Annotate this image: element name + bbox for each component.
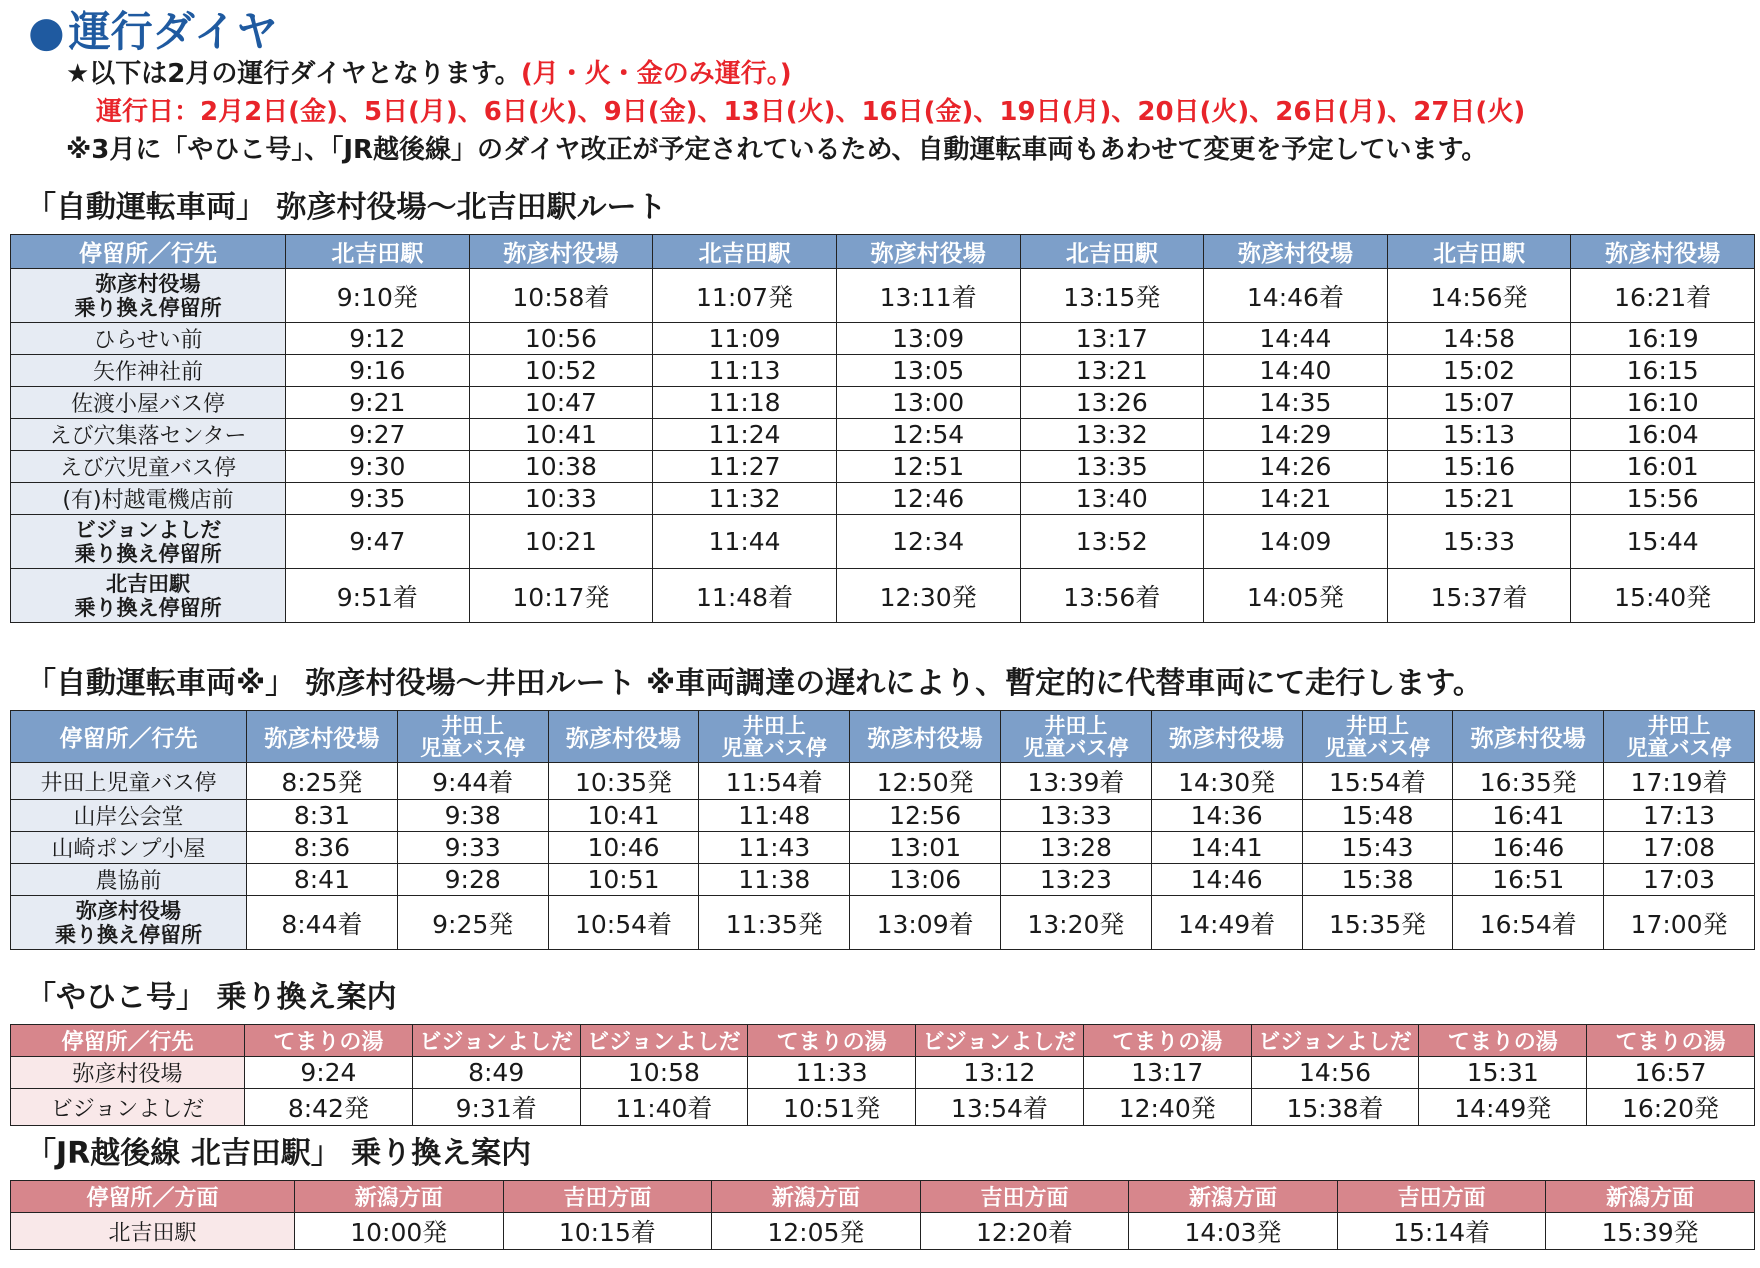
notice-month-text: ★以下は2月の運行ダイヤとなります。 xyxy=(66,59,521,89)
route2-header-row xyxy=(11,711,1755,763)
header-line: 児童バス停 xyxy=(1626,735,1732,760)
route1-title: 「自動運転車両」 弥彦村役場～北吉田駅ルート xyxy=(26,190,667,225)
table-row xyxy=(11,483,1755,515)
time-cell: 11:54着 xyxy=(699,763,850,800)
time-cell: 9:28 xyxy=(397,864,548,896)
time-cell: 10:47 xyxy=(469,387,653,419)
route2-timetable xyxy=(10,710,1755,950)
time-cell: 9:30 xyxy=(286,451,470,483)
jr-destination-header: 新潟方面 xyxy=(1546,1181,1755,1213)
header-line: 弥彦村役場 xyxy=(867,726,983,752)
stop-name-cell xyxy=(11,763,247,800)
time-cell: 15:07 xyxy=(1387,387,1571,419)
time-cell: 14:56発 xyxy=(1387,269,1571,323)
time-cell: 17:08 xyxy=(1604,832,1755,864)
route2-destination-header xyxy=(850,711,1001,763)
time-cell: 16:20発 xyxy=(1587,1089,1755,1126)
stop-name-cell xyxy=(11,515,286,569)
time-cell: 9:12 xyxy=(286,323,470,355)
time-cell: 16:46 xyxy=(1453,832,1604,864)
time-cell: 10:15着 xyxy=(503,1213,712,1250)
time-cell: 10:21 xyxy=(469,515,653,569)
time-cell: 9:51着 xyxy=(286,569,470,623)
route2-corner-header: 停留所／行先 xyxy=(11,711,247,763)
time-cell: 11:48着 xyxy=(653,569,837,623)
table-row xyxy=(11,800,1755,832)
route1-corner-header: 停留所／行先 xyxy=(11,235,286,269)
route1-destination-header: 北吉田駅 xyxy=(1020,235,1204,269)
time-cell: 15:44 xyxy=(1571,515,1755,569)
time-cell: 14:21 xyxy=(1204,483,1388,515)
time-cell: 16:41 xyxy=(1453,800,1604,832)
time-cell: 16:51 xyxy=(1453,864,1604,896)
time-cell: 9:35 xyxy=(286,483,470,515)
table-row xyxy=(11,323,1755,355)
time-cell: 10:56 xyxy=(469,323,653,355)
time-cell: 16:01 xyxy=(1571,451,1755,483)
time-cell: 8:42発 xyxy=(245,1089,413,1126)
stop-name-line: えび穴集落センター xyxy=(49,424,247,449)
time-cell: 11:13 xyxy=(653,355,837,387)
notice-line-1 xyxy=(66,56,792,92)
time-cell: 14:03発 xyxy=(1129,1213,1338,1250)
table-row xyxy=(11,763,1755,800)
time-cell: 15:43 xyxy=(1302,832,1453,864)
yahiko-destination-header: ビジョンよしだ xyxy=(1251,1025,1419,1057)
time-cell: 13:20発 xyxy=(1000,896,1151,950)
stop-name-line: 乗り換え停留所 xyxy=(55,922,202,947)
stop-name-line: 弥彦村役場 xyxy=(95,271,201,296)
time-cell: 16:10 xyxy=(1571,387,1755,419)
time-cell: 16:19 xyxy=(1571,323,1755,355)
time-cell: 11:07発 xyxy=(653,269,837,323)
yahiko-title: 「やひこ号」 乗り換え案内 xyxy=(26,980,397,1015)
time-cell: 15:16 xyxy=(1387,451,1571,483)
stop-name-line: 山岸公会堂 xyxy=(73,805,184,830)
stop-name-cell xyxy=(11,896,247,950)
table-row xyxy=(11,515,1755,569)
yahiko-header-row xyxy=(11,1025,1755,1057)
route1-destination-header: 弥彦村役場 xyxy=(1204,235,1388,269)
time-cell: 17:13 xyxy=(1604,800,1755,832)
stop-name-line: ひらせい前 xyxy=(93,328,203,353)
time-cell: 14:44 xyxy=(1204,323,1388,355)
jr-destination-header: 新潟方面 xyxy=(295,1181,504,1213)
time-cell: 15:21 xyxy=(1387,483,1571,515)
stop-name-line: 北吉田駅 xyxy=(108,1220,197,1246)
route1-destination-header: 弥彦村役場 xyxy=(1571,235,1755,269)
time-cell: 11:24 xyxy=(653,419,837,451)
stop-name-line: 乗り換え停留所 xyxy=(74,595,222,620)
time-cell: 9:38 xyxy=(397,800,548,832)
time-cell: 11:40着 xyxy=(580,1089,748,1126)
time-cell: 11:33 xyxy=(748,1057,916,1089)
time-cell: 10:51 xyxy=(548,864,699,896)
route1-destination-header: 弥彦村役場 xyxy=(469,235,653,269)
header-line: 弥彦村役場 xyxy=(1470,726,1586,752)
time-cell: 11:43 xyxy=(699,832,850,864)
header-line: 井田上 xyxy=(1647,713,1711,738)
time-cell: 13:05 xyxy=(836,355,1020,387)
time-cell: 8:25発 xyxy=(247,763,398,800)
time-cell: 13:35 xyxy=(1020,451,1204,483)
time-cell: 14:49発 xyxy=(1419,1089,1587,1126)
table-row xyxy=(11,832,1755,864)
time-cell: 13:23 xyxy=(1000,864,1151,896)
time-cell: 14:36 xyxy=(1151,800,1302,832)
route1-destination-header: 北吉田駅 xyxy=(286,235,470,269)
time-cell: 9:24 xyxy=(245,1057,413,1089)
time-cell: 15:33 xyxy=(1387,515,1571,569)
time-cell: 13:15発 xyxy=(1020,269,1204,323)
time-cell: 13:12 xyxy=(916,1057,1084,1089)
stop-name-cell xyxy=(11,1089,245,1126)
page-title-text: 運行ダイヤ xyxy=(68,7,278,56)
time-cell: 14:29 xyxy=(1204,419,1388,451)
header-line: 弥彦村役場 xyxy=(1169,726,1285,752)
route2-destination-header xyxy=(1453,711,1604,763)
route1-destination-header: 弥彦村役場 xyxy=(836,235,1020,269)
time-cell: 10:58 xyxy=(580,1057,748,1089)
bullet-icon: ● xyxy=(28,7,65,56)
header-line: 井田上 xyxy=(1345,713,1409,738)
time-cell: 13:33 xyxy=(1000,800,1151,832)
time-cell: 13:11着 xyxy=(836,269,1020,323)
time-cell: 13:17 xyxy=(1020,323,1204,355)
time-cell: 9:25発 xyxy=(397,896,548,950)
yahiko-destination-header: てまりの湯 xyxy=(1083,1025,1251,1057)
yahiko-destination-header: ビジョンよしだ xyxy=(412,1025,580,1057)
jr-destination-header: 吉田方面 xyxy=(920,1181,1129,1213)
yahiko-corner-header: 停留所／行先 xyxy=(11,1025,245,1057)
stop-name-cell xyxy=(11,832,247,864)
time-cell: 12:30発 xyxy=(836,569,1020,623)
notice-days-text: (月・火・金のみ運行。) xyxy=(520,59,792,89)
time-cell: 13:06 xyxy=(850,864,1001,896)
time-cell: 12:51 xyxy=(836,451,1020,483)
stop-name-cell xyxy=(11,269,286,323)
time-cell: 14:41 xyxy=(1151,832,1302,864)
yahiko-destination-header: てまりの湯 xyxy=(245,1025,413,1057)
stop-name-line: 山崎ポンプ小屋 xyxy=(51,837,206,862)
time-cell: 16:54着 xyxy=(1453,896,1604,950)
time-cell: 13:21 xyxy=(1020,355,1204,387)
time-cell: 11:38 xyxy=(699,864,850,896)
time-cell: 13:54着 xyxy=(916,1089,1084,1126)
time-cell: 8:44着 xyxy=(247,896,398,950)
revision-notice: ※3月に「やひこ号」、「JR越後線」のダイヤ改正が予定されているため、自動運転車両もあわせて変更を予定しています。 xyxy=(66,135,1488,165)
time-cell: 9:44着 xyxy=(397,763,548,800)
route2-title: 「自動運転車両※」 弥彦村役場～井田ルート ※車両調達の遅れにより、暫定的に代替車両にて走行します。 xyxy=(26,666,1483,701)
yahiko-transfer-table xyxy=(10,1024,1755,1126)
time-cell: 13:17 xyxy=(1083,1057,1251,1089)
time-cell: 10:52 xyxy=(469,355,653,387)
jr-transfer-table xyxy=(10,1180,1755,1250)
time-cell: 9:31着 xyxy=(412,1089,580,1126)
time-cell: 15:38着 xyxy=(1251,1089,1419,1126)
jr-destination-header: 新潟方面 xyxy=(1129,1181,1338,1213)
time-cell: 11:09 xyxy=(653,323,837,355)
time-cell: 10:54着 xyxy=(548,896,699,950)
jr-destination-header: 新潟方面 xyxy=(712,1181,921,1213)
time-cell: 14:56 xyxy=(1251,1057,1419,1089)
time-cell: 13:39着 xyxy=(1000,763,1151,800)
time-cell: 15:38 xyxy=(1302,864,1453,896)
table-row xyxy=(11,864,1755,896)
time-cell: 12:56 xyxy=(850,800,1001,832)
header-line: 弥彦村役場 xyxy=(264,726,380,752)
jr-destination-header: 吉田方面 xyxy=(503,1181,712,1213)
jr-corner-header: 停留所／方面 xyxy=(11,1181,295,1213)
jr-title: 「JR越後線 北吉田駅」 乗り換え案内 xyxy=(26,1136,532,1171)
time-cell: 13:26 xyxy=(1020,387,1204,419)
time-cell: 15:37着 xyxy=(1387,569,1571,623)
time-cell: 13:40 xyxy=(1020,483,1204,515)
table-row xyxy=(11,896,1755,950)
route1-header-row xyxy=(11,235,1755,269)
table-row xyxy=(11,451,1755,483)
route2-destination-header xyxy=(247,711,398,763)
stop-name-cell xyxy=(11,1057,245,1089)
time-cell: 12:54 xyxy=(836,419,1020,451)
table-row xyxy=(11,569,1755,623)
header-line: 児童バス停 xyxy=(1324,735,1430,760)
route2-destination-header xyxy=(1604,711,1755,763)
time-cell: 15:14着 xyxy=(1337,1213,1546,1250)
time-cell: 10:58着 xyxy=(469,269,653,323)
stop-name-cell xyxy=(11,451,286,483)
header-line: 児童バス停 xyxy=(721,735,827,760)
time-cell: 13:00 xyxy=(836,387,1020,419)
header-line: 井田上 xyxy=(1044,713,1108,738)
table-row xyxy=(11,355,1755,387)
time-cell: 9:47 xyxy=(286,515,470,569)
table-row xyxy=(11,269,1755,323)
header-line: 井田上 xyxy=(441,713,505,738)
time-cell: 16:21着 xyxy=(1571,269,1755,323)
stop-name-cell xyxy=(11,323,286,355)
time-cell: 11:48 xyxy=(699,800,850,832)
time-cell: 15:56 xyxy=(1571,483,1755,515)
stop-name-cell xyxy=(11,864,247,896)
time-cell: 14:09 xyxy=(1204,515,1388,569)
stop-name-line: 井田上児童バス停 xyxy=(40,770,217,796)
time-cell: 10:51発 xyxy=(748,1089,916,1126)
route2-destination-header xyxy=(1151,711,1302,763)
time-cell: 10:46 xyxy=(548,832,699,864)
time-cell: 15:39発 xyxy=(1546,1213,1755,1250)
stop-name-line: 北吉田駅 xyxy=(106,571,190,596)
yahiko-destination-header: てまりの湯 xyxy=(1587,1025,1755,1057)
time-cell: 13:32 xyxy=(1020,419,1204,451)
stop-name-line: 弥彦村役場 xyxy=(72,1062,183,1087)
stop-name-line: ビジョンよしだ xyxy=(50,1096,205,1122)
route2-destination-header xyxy=(699,711,850,763)
time-cell: 17:00発 xyxy=(1604,896,1755,950)
time-cell: 13:09着 xyxy=(850,896,1001,950)
time-cell: 12:05発 xyxy=(712,1213,921,1250)
route2-destination-header xyxy=(1000,711,1151,763)
header-line: 児童バス停 xyxy=(420,735,526,760)
time-cell: 12:40発 xyxy=(1083,1089,1251,1126)
time-cell: 12:34 xyxy=(836,515,1020,569)
time-cell: 8:41 xyxy=(247,864,398,896)
time-cell: 13:52 xyxy=(1020,515,1204,569)
table-row xyxy=(11,1213,1755,1250)
table-row xyxy=(11,419,1755,451)
table-row xyxy=(11,387,1755,419)
time-cell: 17:19着 xyxy=(1604,763,1755,800)
route2-destination-header xyxy=(548,711,699,763)
time-cell: 10:35発 xyxy=(548,763,699,800)
table-row xyxy=(11,1057,1755,1089)
time-cell: 11:18 xyxy=(653,387,837,419)
table-row xyxy=(11,1089,1755,1126)
stop-name-line: えび穴児童バス停 xyxy=(59,456,236,481)
time-cell: 14:49着 xyxy=(1151,896,1302,950)
route1-destination-header: 北吉田駅 xyxy=(653,235,837,269)
time-cell: 9:10発 xyxy=(286,269,470,323)
time-cell: 15:40発 xyxy=(1571,569,1755,623)
jr-destination-header: 吉田方面 xyxy=(1337,1181,1546,1213)
time-cell: 14:30発 xyxy=(1151,763,1302,800)
time-cell: 13:09 xyxy=(836,323,1020,355)
time-cell: 9:16 xyxy=(286,355,470,387)
time-cell: 14:35 xyxy=(1204,387,1388,419)
time-cell: 11:32 xyxy=(653,483,837,515)
stop-name-cell xyxy=(11,800,247,832)
time-cell: 16:35発 xyxy=(1453,763,1604,800)
yahiko-destination-header: てまりの湯 xyxy=(748,1025,916,1057)
time-cell: 10:00発 xyxy=(295,1213,504,1250)
stop-name-cell xyxy=(11,387,286,419)
time-cell: 16:57 xyxy=(1587,1057,1755,1089)
time-cell: 8:49 xyxy=(412,1057,580,1089)
time-cell: 14:46 xyxy=(1151,864,1302,896)
time-cell: 15:48 xyxy=(1302,800,1453,832)
time-cell: 15:13 xyxy=(1387,419,1571,451)
route2-destination-header xyxy=(1302,711,1453,763)
time-cell: 10:41 xyxy=(469,419,653,451)
time-cell: 15:02 xyxy=(1387,355,1571,387)
header-line: 井田上 xyxy=(742,713,806,738)
stop-name-line: 弥彦村役場 xyxy=(76,898,181,923)
stop-name-cell xyxy=(11,569,286,623)
stop-name-cell xyxy=(11,1213,295,1250)
time-cell: 9:21 xyxy=(286,387,470,419)
time-cell: 9:33 xyxy=(397,832,548,864)
time-cell: 11:35発 xyxy=(699,896,850,950)
yahiko-destination-header: ビジョンよしだ xyxy=(916,1025,1084,1057)
time-cell: 15:35発 xyxy=(1302,896,1453,950)
stop-name-line: 乗り換え停留所 xyxy=(74,295,222,320)
stop-name-line: 乗り換え停留所 xyxy=(74,541,222,566)
time-cell: 16:15 xyxy=(1571,355,1755,387)
yahiko-destination-header: ビジョンよしだ xyxy=(580,1025,748,1057)
time-cell: 10:41 xyxy=(548,800,699,832)
time-cell: 12:20着 xyxy=(920,1213,1129,1250)
stop-name-line: 農協前 xyxy=(95,869,162,894)
jr-header-row xyxy=(11,1181,1755,1213)
time-cell: 14:05発 xyxy=(1204,569,1388,623)
time-cell: 15:54着 xyxy=(1302,763,1453,800)
time-cell: 13:56着 xyxy=(1020,569,1204,623)
time-cell: 17:03 xyxy=(1604,864,1755,896)
route1-timetable xyxy=(10,234,1755,623)
page-title xyxy=(28,6,278,58)
stop-name-line: 矢作神社前 xyxy=(92,360,203,385)
header-line: 弥彦村役場 xyxy=(565,726,681,752)
stop-name-line: 佐渡小屋バス停 xyxy=(70,392,225,417)
route1-destination-header: 北吉田駅 xyxy=(1387,235,1571,269)
header-line: 児童バス停 xyxy=(1023,735,1129,760)
time-cell: 11:27 xyxy=(653,451,837,483)
stop-name-line: (有)村越電機店前 xyxy=(62,488,234,513)
time-cell: 10:17発 xyxy=(469,569,653,623)
time-cell: 8:36 xyxy=(247,832,398,864)
time-cell: 14:58 xyxy=(1387,323,1571,355)
time-cell: 14:46着 xyxy=(1204,269,1388,323)
stop-name-line: ビジョンよしだ xyxy=(74,517,222,542)
time-cell: 11:44 xyxy=(653,515,837,569)
route2-destination-header xyxy=(397,711,548,763)
time-cell: 12:46 xyxy=(836,483,1020,515)
time-cell: 12:50発 xyxy=(850,763,1001,800)
stop-name-cell xyxy=(11,419,286,451)
time-cell: 14:40 xyxy=(1204,355,1388,387)
operation-days: 運行日：2月2日(金)、5日(月)、6日(火)、9日(金)、13日(火)、16日(金)、19日(月)、20日(火)、26日(月)、27日(火) xyxy=(96,97,1526,127)
time-cell: 15:31 xyxy=(1419,1057,1587,1089)
stop-name-cell xyxy=(11,483,286,515)
time-cell: 13:28 xyxy=(1000,832,1151,864)
time-cell: 10:38 xyxy=(469,451,653,483)
time-cell: 14:26 xyxy=(1204,451,1388,483)
yahiko-destination-header: てまりの湯 xyxy=(1419,1025,1587,1057)
stop-name-cell xyxy=(11,355,286,387)
time-cell: 8:31 xyxy=(247,800,398,832)
time-cell: 10:33 xyxy=(469,483,653,515)
time-cell: 16:04 xyxy=(1571,419,1755,451)
time-cell: 13:01 xyxy=(850,832,1001,864)
time-cell: 9:27 xyxy=(286,419,470,451)
